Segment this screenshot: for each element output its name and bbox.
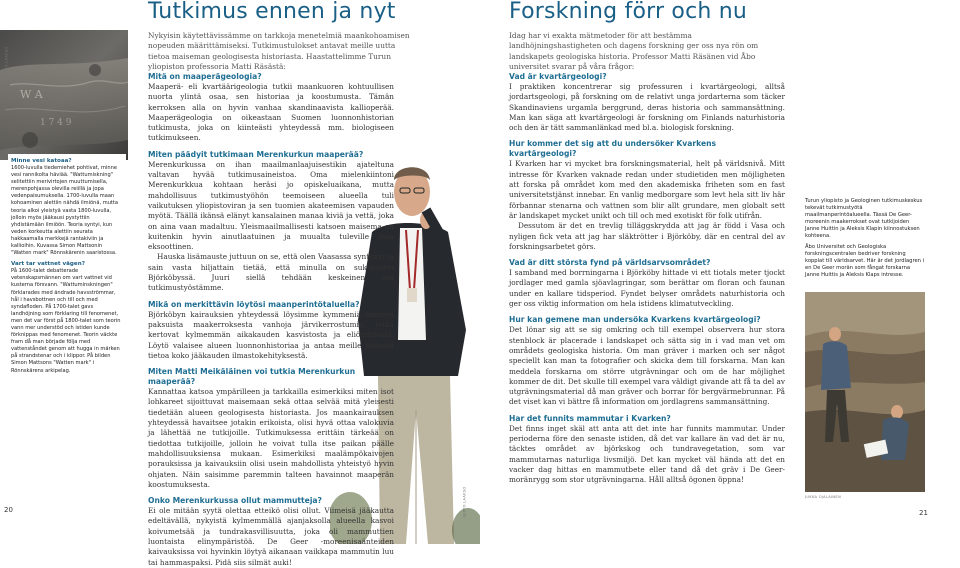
right-answer-paragraph: I Kvarken har vi mycket bra forskningsmaterial, helt på världsnivå. Mitt intresse för Kvarken vaknade redan under studietiden men möjligheten att forska på området kom med den akademiska friheten som en fast universitetstjänst innebar. En vanlig medborgare som levt hela sitt liv här förbannar stenarna och vattnen som blir allt grundare, men globalt sett är landskapet mycket unikt och till och med exotiskt för folk utifrån. <box>509 159 785 220</box>
svg-text:W A: W A <box>20 88 43 101</box>
sidebar-heading-sv: Vart tar vattnet vägen? <box>11 261 85 268</box>
photo-credit-right: JUKKA OJALAINEN <box>805 495 841 499</box>
left-answer-paragraph: Ei ole mitään syytä olettaa etteikö olisi ollut. Viimeisä jääkautta edeltävällä, nykyistä kylmemmällä ajanjaksolla alueella kasvoi koivumetsää ja tundrakasvillisuutta, joka oli mammuttien luontaista elinympäristöä. De Geer -moreenisaänteiden kaivauksissa voi hyvinkin löytyä aikanaan vaikkapa mammutin luu tai hammaspaksi. Pidä siis silmät auki! <box>148 506 394 567</box>
left-question-heading: Mikä on merkittävin löytösi maanperintötaluella? <box>148 299 360 309</box>
right-answer-paragraph: I samband med borrningarna i Björköby hittade vi ett tiotals meter tjockt jordlager med gamla sjöavlagringar, som berättar om floran och faunan under en kallare tidsperiod. Fyndet belyser områdets naturhistoria och ger oss viktig information om hela istidens klimatutveckling. <box>509 268 785 309</box>
sidebar-text-fi: 1600-luvulla tiedemiehet pohtivat, minne vesi rannikolta häviää. "Wattumiskning" selitettiin merivirtojen muuttumisella, merenpohjassa olevilla reiillä ja jopa vedenpaisumuksella. 1700-luvulla maan kohoaminen alettiin nähdä ilmiönä, mutta teoria alkoi yleistyä vasta 1800-luvulla, jolloin myös jääkausi pystyttiin yhdistämään ilmiöön. Teoria syntyi, kun veden korkeutta alettiin seurata hakkaamalla merkkejä rantakiviin ja kallioihin. Kuvassa Simon Mattsonin "Watten mark" Rönnskärenin saaristossa. <box>11 165 119 257</box>
right-question-heading: Vad är kvartärgeologi? <box>509 72 607 81</box>
left-question-heading: Mitä on maaperägeologia? <box>148 72 262 81</box>
right-answer-paragraph: I praktiken koncentrerar sig professuren i kvartärgeologi, alltså jordartsgeologi, på forskning om de relativt unga jordarterna som täcker Skandinaviens urgamla berggrund, deras historia och sammansättning. Man kan säga att kvartärgeologi är forskning om Finlands naturhistoria och den är tätt sammanlänkad med bl.a. biologisk forskning. <box>509 82 785 133</box>
left-question-heading: Miten Matti Meikäläinen voi tutkia Merenkurkun maaperää? <box>148 367 356 387</box>
right-page-lede: Idag har vi exakta mätmetoder för att bestämma landhöjningshastigheten och dagens forskning ger oss nya rön om landskapets geologiska historia. Professor Matti Räsänen vid Åbo universitet svarar på våra frågor: <box>509 31 759 71</box>
left-answer-paragraph: Kannattaa katsoa ympärilleen ja tarkkailla esimerkiksi miten isot lohkareet sijoittuvat maisemaan sekä ottaa selvää mitä yleisesti tiedetään alueen geologisesta historiasta. Jos maankairauksen yhteydessä havaitsee jotakin erikoista, olisi hyvä ottaa valokuvia ja lähettää ne tutkijoille. Tutkimuksessa erittäin tärkeää on tiedottaa tutkijoille, jolloin he voivat tulla itse paikan päälle mahdollisuuksiensa mukaan. Esimerkiksi maalämpökaivojen porauksissa ja kaivauksiin olisi usein mahdollista yhteistyö hyvin ohjaten. Näin saisimme paremmin talteen havainnot maaperän koostumuksesta. <box>148 387 394 489</box>
caption-sv-text: Åbo Universitet och Geologiska forskningscentralen bedriver forskning kopplat till världsarvet. Här är det jordlagren i en De Geer morän som fångat forskarna Janne Huittis ja Aleksis Klaps intresse. <box>805 244 925 278</box>
photo-caption <box>805 198 925 279</box>
caption-fi-text: Turun yliopisto ja Geologinen tutkimuskeskus tekevät tutkimustyötä maailmanperintöalueella. Tässä De Geer-moreenin maakerrokset ovat tutkijoiden Janne Huittin ja Aleksis Klapin kiinnostuksen kohteena. <box>805 198 923 239</box>
left-answer-paragraph: Björköbyn kairauksien yhteydessä löysimme kymmeniä metrejä paksuista maakerroksesta vanhoja järvikerrostumia, jotka kertovat kylmemmän aikakauden kasvistosta ja eliömistöstä. Löytö valaisee alueen luonnonhistoriaa ja antaa meille tärkeää tietoa koko jääkauden ilmastokehityksestä. <box>148 309 394 360</box>
right-answer-paragraph: Dessutom är det en trevlig tilläggskrydda att jag är född i Vasa och nyligen fick veta att jag har släktrötter i Björköby, där en central del av forskningsarbetet görs. <box>509 221 785 251</box>
left-question-heading: Onko Merenkurkussa ollut mammutteja? <box>148 496 322 506</box>
sidebar-text-sv: På 1600-talet debatterade vetenskapsmännen om vart vattnet vid kusterna försvann. "Wattuminskningen" förklarades med ändrade havsströmmar, hål i havsbottnen och till och med syndafloden. På 1700-talet gavs landhöjning som förklaring till fenomenet, men det var först på 1800-talet som teorin vann mer understöd och istiden kunde förknippas med fenomenet. Teorin väckte fram då man började följa med vattenståndet genom att hugga in märken på strandstenar och i klippor. På bilden Simon Mattsons "Watten mark" i Rönnskärens arkipelag. <box>11 268 121 374</box>
left-article-column <box>148 72 394 568</box>
sidebar-heading-fi: Minne vesi katoaa? <box>11 158 72 164</box>
svg-text:1 7 4 9: 1 7 4 9 <box>40 118 72 128</box>
left-answer-paragraph: Maaperä- eli kvartäärigeologia tutkii maankuoren kohtuullisen nuorta ylintä osaa, sen historiaa ja koostumusta. Tämän kerroksen alla on hyvin vanhaa skandinaavista kallioperää. Maaperägeologia on oikeastaan Suomen luonnonhistorian tutkimusta, joka on kiinteästi yhteydessä mm. biologiseen tutkimukseen. <box>148 82 394 143</box>
right-article-column <box>509 72 785 486</box>
right-question-heading: Har det funnits mammutar i Kvarken? <box>509 413 671 423</box>
right-question-heading: Hur kommer det sig att du undersöker Kvarkens kvartärgeologi? <box>509 139 717 159</box>
right-page-title: Forskning förr och nu <box>509 0 748 24</box>
photo-credit-center: SEPPO LAAKSO <box>462 486 467 518</box>
history-sidebar <box>8 154 126 412</box>
left-question-heading: Miten päädyit tutkimaan Merenkurkun maaperää? <box>148 149 364 159</box>
left-page-title: Tutkimus ennen ja nyt <box>148 0 396 24</box>
rune-stone-photo <box>0 30 128 160</box>
page-number-right: 21 <box>919 509 928 517</box>
excavation-photo <box>805 292 925 492</box>
left-answer-paragraph: Merenkurkussa on ihan maailmanlaajuisestikin ajateltuna valtavan hyvää tutkimusaineistoa. Oma mielenkiintoni Merenkurkkua kohtaan heräsi jo opiskeluaikana, mutta mahdollisuus tutkimustyöhön teemoiseen alueella tuli vaikutuksen yliopistoviran ja sen tuomien akateemisen vapauden myötä. Täällä ikänsä elänyt kansalainen manaa kiviä ja vettä, joka on aina vaan madaltuu. Yleismaailmallisesti katsoen maisema on kuitenkin hyvin ainutlaatuinen ja muualta tuleville jopa eksoottinen. <box>148 159 394 252</box>
photo-credit-left: SEPPO LAAKSO <box>4 46 9 78</box>
right-question-heading: Vad är ditt största fynd på världsarvsområdet? <box>509 258 711 268</box>
page-number-left: 20 <box>4 506 13 514</box>
right-answer-paragraph: Det lönar sig att se sig omkring och till exempel observera hur stora stenblock är placerade i landskapet och sätta sig in i vad man vet om områdets geologiska historia. Om man gräver i marken och ser något speciellt kan man ta fotografier och skicka dem till forskarna. Man kan meddela forskarna om större utgrävningar och om de har möjlighet kommer de dit. Det skulle till exempel vara väldigt givande att få ta del av utgrävningsmaterial då man gräver och borrar för bergvärmebrunnar. På det viset kan vi bättre få information om jordlagrens sammansättning. <box>509 325 785 407</box>
right-answer-paragraph: Det finns inget skäl att anta att det inte har funnits mammutar. Under perioderna före den senaste istiden, då det var kallare än vad det är nu, täcktes området av björkskog och tundravegetation, som var mammutarnas naturliga livsmiljö. Det kan mycket väl hända att det en vacker dag hittas en mammutbete eller tand då det gräv i De Geer-moränrygg som stor utgrävningarna. Håll alltså ögonen öppna! <box>509 423 785 485</box>
left-page-lede: Nykyisin käytettävissämme on tarkkoja menetelmiä maankohoamisen nopeuden määrittämiseksi. Tutkimustulokset antavat meille uutta tietoa maiseman geologisesta historiasta. Haastattelimme Turun yliopiston professoria Matti Räsästä: <box>148 31 410 71</box>
right-question-heading: Hur kan gemene man undersöka Kvarkens kvartärgeologi? <box>509 315 761 325</box>
left-answer-paragraph: Hauska lisämauste juttuun on se, että olen Vaasassa syntynyt ja sain vasta hiljattain tietää, että minulla on sukujuuret Björköbyssä. Juuri siellä tehdään keskeinen osa tutkimustyöstämme. <box>148 252 394 293</box>
